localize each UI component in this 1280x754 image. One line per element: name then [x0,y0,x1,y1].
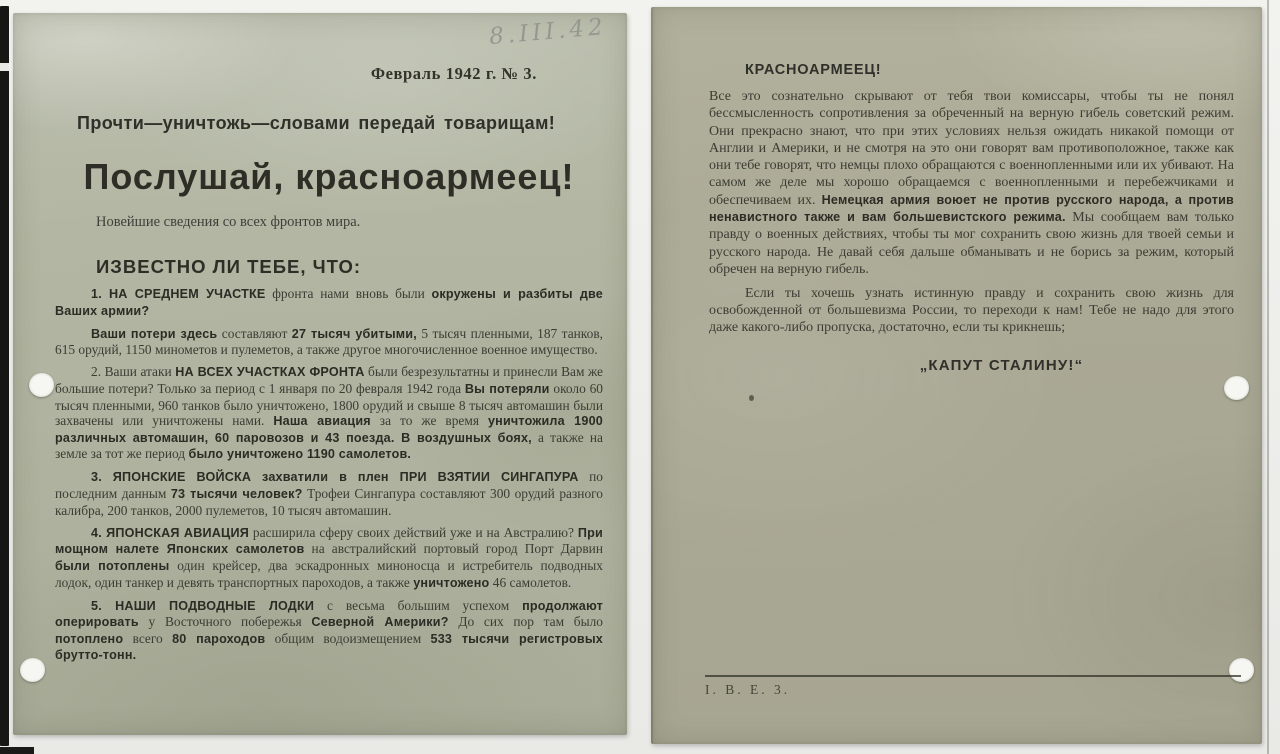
section-heading: ИЗВЕСТНО ЛИ ТЕБЕ, ЧТО: [96,256,362,277]
right-page-footer [705,675,1246,698]
footer-code: І. В. Е. 3. [705,682,791,697]
leaflet-paragraph: Если ты хочешь узнать истинную правду и сохранить свою жизнь для освобожденной от большевизма России, то переходи к нам! Тебе не надо для этого даже какого-либо пропуска, достаточно, если ты крикнешь; [709,285,1234,336]
left-page-body [55,286,603,664]
leaflet-paragraph: 1. НА СРЕДНЕМ УЧАСТКЕ фронта нами вновь были окружены и разбиты две Ваших армии? [55,286,603,318]
scanner-edge-strip [0,6,9,746]
leaflet-subtitle: Новейшие сведения со всех фронтов мира. [96,214,361,230]
right-page [651,7,1262,744]
handwritten-date-note: 8.III.42 [488,13,608,51]
leaflet-paragraph: 4. ЯПОНСКАЯ АВИАЦИЯ расширила сферу своих действий уже и на Австралию? При мощном налете Японских самолетов на австралийский портовый город Порт Дарвин были потоплены один крейсер, два эскадронных миноносца и истребитель подводных лодок, один танкер и девять транспортных пароходов, а также уничтожено 46 самолетов. [55,524,603,590]
punch-hole [20,658,45,682]
punch-hole [29,373,54,397]
leaflet-paragraph: Все это сознательно скрывают от тебя твои комиссары, чтобы ты не понял бессмысленность сопротивления за обреченный на верную гибель советский режим. Они прекрасно знают, что при этих условиях нельзя ожидать никакой помощи от Англии и Америки, и не смотря на это они говорят вам противоположное, также как они тебе говорят, что немцы плохо обращаются с военнопленными или их убивают. На самом же деле мы хорошо обращаемся с военнопленными и перебежчиками и обеспечиваем их. Немецкая армия воюет не против русского народа, а против ненавистного также и вам большевистского режима. Мы сообщаем вам только правду о военных действиях, чтобы ты мог сохранить свою жизнь для твоей семьи и русского народа. Не давай себя дальше обманывать и не борись за режим, который обречен на верную гибель. [709,89,1235,277]
leaflet-paragraph: Ваши потери здесь составляют 27 тысяч убитыми, 5 тысяч пленными, 187 танков, 615 орудий, 1150 минометов и пулеметов, а также другое многочисленное военное имущество. [55,325,603,358]
instruction-line: Прочти—уничтожь—словами передай товарищам! [77,113,556,133]
leaflet-title: Послушай, красноармеец! [83,156,575,197]
leaflet-paragraph: 3. ЯПОНСКИЕ ВОЙСКА захватили в плен ПРИ ВЗЯТИИ СИНГАПУРА по последним данным 73 тысячи человек? Трофеи Сингапура составляют 300 орудий разного калибра, 200 танков, 2000 пулеметов, 10 тысяч автомашин. [55,469,603,518]
slogan-line: „КАПУТ СТАЛИНУ!“ [919,356,1084,374]
leaflet-paragraph: 2. Ваши атаки НА ВСЕХ УЧАСТКАХ ФРОНТА были безрезультатны и принесли Вам же большие потери? Только за период с 1 января по 20 февраля 1942 года Вы потеряли около 60 тысяч пленными, 960 танков было уничтожено, 1800 орудий и свыше 8 тысяч автомашин были захвачены или уничтожены нами. Наша авиация за то же время уничтожила 1900 различных автомашин, 60 паровозов и 43 поезда. В воздушных боях, а также на земле за тот же период было уничтожено 1190 самолетов. [55,364,603,462]
right-page-body [709,88,1234,337]
footer-rule [705,675,1241,677]
scanner-edge-corner [0,747,34,754]
ink-speck [749,395,754,401]
leaflet-paragraph: 5. НАШИ ПОДВОДНЫЕ ЛОДКИ с весьма большим успехом продолжают оперировать у Восточного побережья Северной Америки? До сих пор там было потоплено всего 80 пароходов общим водоизмещением 533 тысячи регистровых брутто-тонн. [55,597,603,663]
issue-line: Февраль 1942 г. № 3. [370,64,537,83]
left-page [13,13,627,735]
right-page-heading: КРАСНОАРМЕЕЦ! [745,62,882,78]
punch-hole [1224,376,1249,400]
scan-page-divider-line [1267,0,1269,754]
